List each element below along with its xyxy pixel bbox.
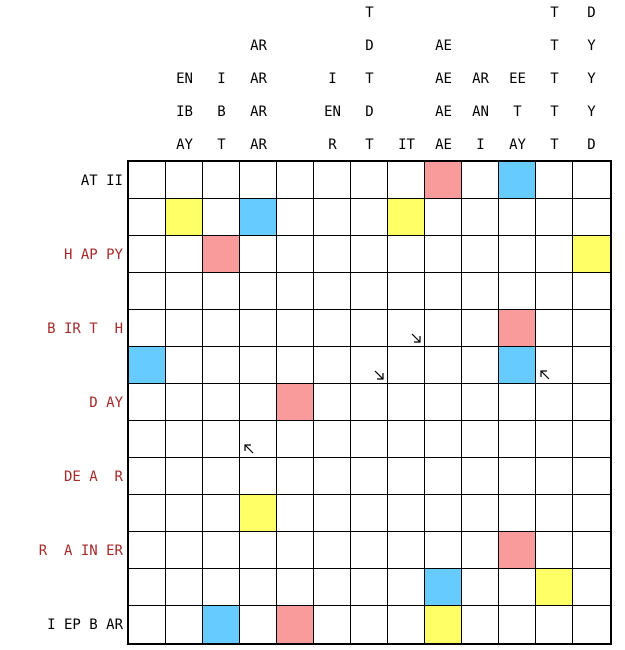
grid-cell[interactable]: [277, 199, 314, 236]
column-clue: T: [365, 71, 374, 87]
grid-cell[interactable]: [314, 162, 351, 199]
column-clue: D: [365, 104, 374, 120]
grid-cell[interactable]: [314, 310, 351, 347]
grid-cell[interactable]: [203, 569, 240, 606]
grid-cell[interactable]: [166, 458, 203, 495]
grid-cell[interactable]: [425, 569, 462, 606]
grid-cell[interactable]: [388, 310, 425, 347]
grid-cell[interactable]: [166, 384, 203, 421]
grid-cell[interactable]: [536, 606, 573, 643]
column-clue: B: [217, 104, 226, 120]
grid-cell[interactable]: [129, 421, 166, 458]
grid-cell[interactable]: [240, 199, 277, 236]
grid-cell[interactable]: [388, 495, 425, 532]
grid-cell[interactable]: [573, 569, 610, 606]
column-clue: I: [217, 71, 226, 87]
grid-cell[interactable]: [573, 273, 610, 310]
grid-cell[interactable]: [425, 458, 462, 495]
column-clue: EN: [176, 71, 193, 87]
grid-cell[interactable]: [166, 199, 203, 236]
grid-cell[interactable]: [277, 532, 314, 569]
grid-cell[interactable]: [536, 162, 573, 199]
grid-cell[interactable]: [314, 199, 351, 236]
grid-cell[interactable]: [536, 384, 573, 421]
grid-cell[interactable]: [388, 606, 425, 643]
grid-cell[interactable]: [351, 236, 388, 273]
column-clue: AE: [435, 71, 452, 87]
grid-cell[interactable]: [425, 606, 462, 643]
column-clue: D: [365, 38, 374, 54]
grid-cell[interactable]: [388, 273, 425, 310]
row-clue: H AP PY: [63, 247, 123, 263]
grid-cell[interactable]: [462, 347, 499, 384]
grid-cell[interactable]: [536, 569, 573, 606]
grid-cell[interactable]: [351, 421, 388, 458]
grid-cell[interactable]: [314, 458, 351, 495]
grid-cell[interactable]: [425, 421, 462, 458]
grid-cell[interactable]: [166, 421, 203, 458]
grid-cell[interactable]: [277, 606, 314, 643]
grid-cell[interactable]: [277, 162, 314, 199]
column-clue: Y: [587, 71, 596, 87]
grid-cell[interactable]: [388, 347, 425, 384]
row-clue: AT II: [80, 173, 123, 189]
grid-cell[interactable]: [129, 199, 166, 236]
grid-cell[interactable]: [203, 458, 240, 495]
row-clue: D AY: [89, 395, 123, 411]
column-clue: AR: [472, 71, 489, 87]
grid-cell[interactable]: [203, 310, 240, 347]
grid-cell[interactable]: [314, 236, 351, 273]
column-clue: D: [587, 137, 596, 153]
grid-cell[interactable]: [499, 347, 536, 384]
grid-cell[interactable]: [462, 458, 499, 495]
column-clue: Y: [587, 104, 596, 120]
grid-cell[interactable]: [351, 495, 388, 532]
grid-cell[interactable]: [277, 569, 314, 606]
grid-cell[interactable]: [425, 495, 462, 532]
grid-cell[interactable]: [536, 273, 573, 310]
grid-cell[interactable]: [425, 347, 462, 384]
grid-cell[interactable]: [388, 384, 425, 421]
grid-cell[interactable]: [129, 569, 166, 606]
grid-cell[interactable]: [166, 569, 203, 606]
grid-cell[interactable]: [240, 236, 277, 273]
grid-cell[interactable]: [277, 384, 314, 421]
grid-cell[interactable]: [240, 421, 277, 458]
grid-cell[interactable]: [240, 532, 277, 569]
grid-cell[interactable]: [314, 495, 351, 532]
grid-cell[interactable]: [240, 310, 277, 347]
grid-cell[interactable]: [573, 236, 610, 273]
grid-cell[interactable]: [462, 569, 499, 606]
grid-cell[interactable]: [166, 162, 203, 199]
grid-cell[interactable]: [536, 458, 573, 495]
grid-cell[interactable]: [499, 569, 536, 606]
grid-cell[interactable]: [277, 421, 314, 458]
grid-cell[interactable]: [351, 384, 388, 421]
column-clue: I: [328, 71, 337, 87]
grid-cell[interactable]: [351, 162, 388, 199]
grid-cell[interactable]: [573, 384, 610, 421]
grid-cell[interactable]: [277, 236, 314, 273]
grid-cell[interactable]: [499, 606, 536, 643]
column-clue: T: [365, 5, 374, 21]
grid-cell[interactable]: [203, 495, 240, 532]
grid-cell[interactable]: [499, 384, 536, 421]
grid-cell[interactable]: [351, 458, 388, 495]
grid-cell[interactable]: [203, 384, 240, 421]
grid-cell[interactable]: [314, 421, 351, 458]
grid-cell[interactable]: [462, 421, 499, 458]
column-clue: T: [513, 104, 522, 120]
grid-cell[interactable]: [129, 495, 166, 532]
grid-cell[interactable]: [499, 421, 536, 458]
grid-cell[interactable]: [462, 199, 499, 236]
grid-cell[interactable]: [499, 273, 536, 310]
grid-cell[interactable]: [166, 347, 203, 384]
column-clue: T: [550, 71, 559, 87]
grid-cell[interactable]: [240, 384, 277, 421]
grid-cell[interactable]: [129, 606, 166, 643]
grid-cell[interactable]: [166, 532, 203, 569]
row-clue: B IR T H: [47, 321, 123, 337]
grid-cell[interactable]: [129, 458, 166, 495]
column-clue: AR: [250, 104, 267, 120]
grid-cell[interactable]: [314, 569, 351, 606]
grid-cell[interactable]: [425, 532, 462, 569]
grid-cell[interactable]: [499, 162, 536, 199]
grid-cell[interactable]: [536, 236, 573, 273]
grid-cell[interactable]: [499, 458, 536, 495]
grid-cell[interactable]: [277, 273, 314, 310]
grid-cell[interactable]: [314, 347, 351, 384]
grid-cell[interactable]: [425, 310, 462, 347]
grid-cell[interactable]: [240, 162, 277, 199]
grid-cell[interactable]: [536, 347, 573, 384]
grid-cell[interactable]: [462, 310, 499, 347]
column-clue: AY: [509, 137, 526, 153]
column-clue: EN: [324, 104, 341, 120]
grid-cell[interactable]: [240, 606, 277, 643]
column-clue: T: [550, 38, 559, 54]
grid-cell[interactable]: [573, 458, 610, 495]
grid-cell[interactable]: [129, 162, 166, 199]
grid-cell[interactable]: [351, 606, 388, 643]
grid-cell[interactable]: [425, 199, 462, 236]
grid-cell[interactable]: [351, 569, 388, 606]
grid-cell[interactable]: [462, 532, 499, 569]
grid-cell[interactable]: [388, 458, 425, 495]
grid-cell[interactable]: [573, 532, 610, 569]
column-clue: T: [365, 137, 374, 153]
grid-cell[interactable]: [129, 236, 166, 273]
grid-cell[interactable]: [314, 606, 351, 643]
grid-cell[interactable]: [129, 273, 166, 310]
grid-cell[interactable]: [499, 236, 536, 273]
grid-cell[interactable]: [166, 495, 203, 532]
grid-cell[interactable]: [240, 458, 277, 495]
grid-cell[interactable]: [240, 273, 277, 310]
grid-cell[interactable]: [462, 273, 499, 310]
column-clue: IT: [398, 137, 415, 153]
grid-cell[interactable]: [573, 310, 610, 347]
column-clue: AR: [250, 137, 267, 153]
grid-cell[interactable]: [499, 310, 536, 347]
grid-cell[interactable]: [240, 347, 277, 384]
grid-cell[interactable]: [203, 236, 240, 273]
grid-cell[interactable]: [166, 606, 203, 643]
grid-cell[interactable]: [425, 384, 462, 421]
grid-cell[interactable]: [277, 347, 314, 384]
grid-cell[interactable]: [536, 532, 573, 569]
column-clue: T: [550, 137, 559, 153]
row-clue: I EP B AR: [47, 617, 123, 633]
grid-cell[interactable]: [351, 199, 388, 236]
grid-cell[interactable]: [129, 384, 166, 421]
grid-cell[interactable]: [166, 310, 203, 347]
grid-cell[interactable]: [388, 199, 425, 236]
column-clue: T: [550, 5, 559, 21]
grid-cell[interactable]: [277, 310, 314, 347]
grid-cell[interactable]: [536, 421, 573, 458]
grid-cell[interactable]: [536, 310, 573, 347]
grid-cell[interactable]: [536, 495, 573, 532]
column-clue: I: [476, 137, 485, 153]
grid-cell[interactable]: [462, 384, 499, 421]
grid-cell[interactable]: [388, 236, 425, 273]
grid-cell[interactable]: [203, 421, 240, 458]
grid-cell[interactable]: [203, 532, 240, 569]
grid-cell[interactable]: [351, 347, 388, 384]
grid-cell[interactable]: [573, 199, 610, 236]
column-clue: AY: [176, 137, 193, 153]
grid-cell[interactable]: [203, 199, 240, 236]
grid-cell[interactable]: [573, 495, 610, 532]
grid-cell[interactable]: [203, 162, 240, 199]
column-clue: R: [328, 137, 337, 153]
grid-cell[interactable]: [351, 273, 388, 310]
grid-cell[interactable]: [203, 347, 240, 384]
column-clue: T: [550, 104, 559, 120]
column-clue: T: [217, 137, 226, 153]
column-clue: AR: [250, 38, 267, 54]
grid-cell[interactable]: [240, 495, 277, 532]
grid-cell[interactable]: [277, 495, 314, 532]
grid-cell[interactable]: [351, 532, 388, 569]
grid-cell[interactable]: [314, 273, 351, 310]
grid-cell[interactable]: [425, 236, 462, 273]
grid-cell[interactable]: [499, 495, 536, 532]
grid-cell[interactable]: [203, 273, 240, 310]
grid-cell[interactable]: [388, 569, 425, 606]
grid-cell[interactable]: [388, 532, 425, 569]
column-clue: D: [587, 5, 596, 21]
grid-cell[interactable]: [462, 162, 499, 199]
column-clue: IB: [176, 104, 193, 120]
grid-cell[interactable]: [388, 421, 425, 458]
grid-cell[interactable]: [425, 273, 462, 310]
grid-cell[interactable]: [129, 310, 166, 347]
grid-cell[interactable]: [203, 606, 240, 643]
grid-cell[interactable]: [499, 532, 536, 569]
grid-cell[interactable]: [129, 532, 166, 569]
grid-cell[interactable]: [573, 606, 610, 643]
grid-cell[interactable]: [573, 347, 610, 384]
grid-cell[interactable]: [240, 569, 277, 606]
grid-cell[interactable]: [573, 421, 610, 458]
column-clue: AE: [435, 137, 452, 153]
grid-cell[interactable]: [129, 347, 166, 384]
grid-cell[interactable]: [499, 199, 536, 236]
column-clue: EE: [509, 71, 526, 87]
grid-cell[interactable]: [388, 162, 425, 199]
column-clue: AE: [435, 38, 452, 54]
grid-cell[interactable]: [166, 236, 203, 273]
grid-cell[interactable]: [277, 458, 314, 495]
grid-cell[interactable]: [351, 310, 388, 347]
column-clue: AN: [472, 104, 489, 120]
grid-cell[interactable]: [462, 495, 499, 532]
grid-cell[interactable]: [425, 162, 462, 199]
column-clue: AE: [435, 104, 452, 120]
grid-cell[interactable]: [462, 236, 499, 273]
grid-cell[interactable]: [573, 162, 610, 199]
row-clue: R A IN ER: [38, 543, 123, 559]
column-clue: AR: [250, 71, 267, 87]
grid-cell[interactable]: [314, 384, 351, 421]
row-clue: DE A R: [63, 469, 123, 485]
grid-cell[interactable]: [314, 532, 351, 569]
column-clue: Y: [587, 38, 596, 54]
grid-cell[interactable]: [536, 199, 573, 236]
grid-cell[interactable]: [462, 606, 499, 643]
grid-cell[interactable]: [166, 273, 203, 310]
puzzle-grid: [127, 160, 612, 645]
